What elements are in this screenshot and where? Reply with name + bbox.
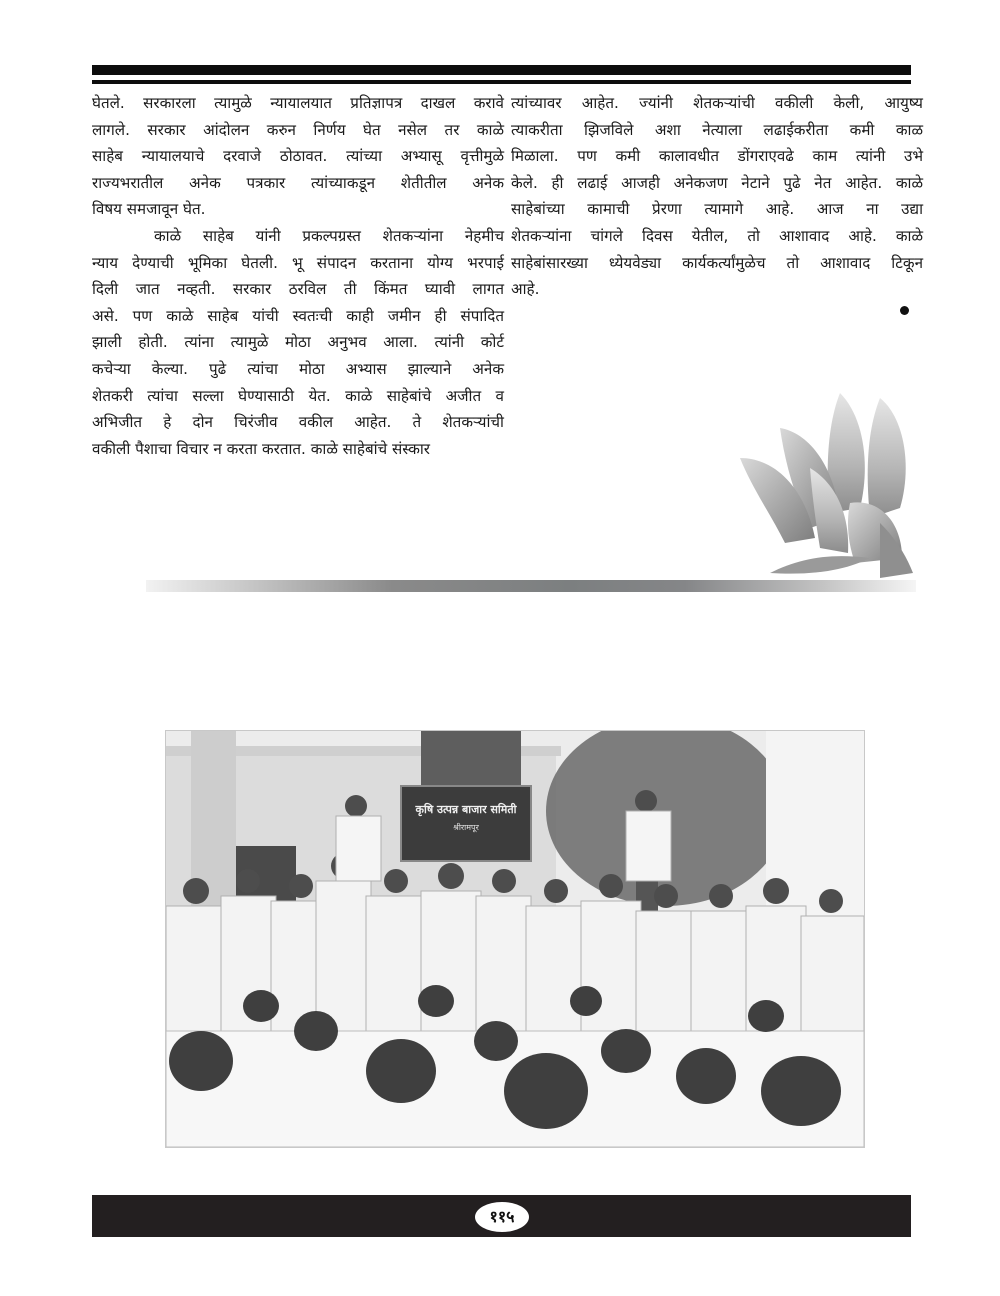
sign-subtext: श्रीरामपूर (453, 823, 479, 832)
article-paragraph (92, 90, 504, 223)
leaf (770, 556, 870, 574)
text-line: शेतकऱ्यांना चांगले दिवस येतील, तो आशावाद आहे. काळे (511, 226, 923, 245)
article-column-right (511, 90, 923, 303)
sign-text: कृषि उत्पन्न बाजार समिती (415, 803, 517, 816)
text-line: कचेऱ्या केल्या. पुढे त्यांचा मोठा अभ्यास झाल्याने अनेक (92, 359, 504, 378)
text-line: साहेब न्यायालयाचे दरवाजे ठोठावत. त्यांच्या अभ्यासू वृत्तीमुळे (92, 147, 504, 166)
event-photo (165, 730, 865, 1148)
page-number: ११५ (474, 1201, 530, 1233)
text-line: न्याय देण्याची भूमिका घेतली. भू संपादन करताना योग्य भरपाई (92, 253, 504, 272)
text-line: आहे. (511, 280, 540, 299)
article-paragraph (511, 90, 923, 303)
text-line: घेतले. सरकारला त्यामुळे न्यायालयात प्रतिज्ञापत्र दाखल करावे (92, 94, 504, 112)
petal (868, 398, 906, 518)
bullet-icon (900, 306, 909, 315)
text-line: विषय समजावून घेत. (92, 200, 206, 219)
text-line: राज्यभरातील अनेक पत्रकार त्यांच्याकडून शेतीतील अनेक (92, 173, 504, 192)
building-window-grill (421, 731, 521, 791)
text-line: साहेबांच्या कामाची प्रेरणा त्यामागे आहे. आज ना उद्या (511, 200, 923, 219)
text-line: अभिजीत हे दोन चिरंजीव वकील आहेत. ते शेतकऱ्यांची (92, 413, 504, 432)
text-line: केले. ही लढाई आजही अनेकजण नेटाने पुढे नेत आहेत. काळे (511, 173, 923, 192)
header-rule-thin (92, 80, 911, 84)
text-line: झाली होती. त्यांना त्यामुळे मोठा अनुभव आला. त्यांनी कोर्ट (92, 333, 504, 352)
text-line: त्यांच्यावर आहेत. ज्यांनी शेतकऱ्यांची वकीली केली, आयुष्य (511, 94, 923, 112)
gradient-divider (146, 580, 916, 592)
text-line: शेतकरी त्यांचा सल्ला घेण्यासाठी येत. काळे साहेबांचे अजीत व (92, 386, 504, 405)
text-line: साहेबांसारख्या ध्येयवेड्या कार्यकर्त्यांमुळेच तो आशावाद टिकून (511, 253, 923, 272)
text-line: वकीली पैशाचा विचार न करता करतात. काळे साहेबांचे संस्कार (92, 439, 431, 458)
text-line: काळे साहेब यांनी प्रकल्पग्रस्त शेतकऱ्यांना नेहमीच (154, 226, 504, 245)
article-paragraph (92, 223, 504, 462)
header-rule-thick (92, 65, 911, 75)
text-line: दिली जात नव्हती. सरकार ठरविल ती किंमत घ्यावी लागत (92, 280, 504, 299)
article-column-left (92, 90, 504, 462)
text-line: असे. पण काळे साहेब यांची स्वतःची काही जमीन ही संपादित (92, 306, 504, 325)
text-line: त्याकरीता झिजविले अशा नेत्याला लढाईकरीता कमी काळ (511, 120, 923, 139)
flower-illustration (730, 388, 916, 580)
text-line: लागले. सरकार आंदोलन करुन निर्णय घेत नसेल तर काळे (92, 120, 504, 139)
text-line: मिळाला. पण कमी कालावधीत डोंगराएवढे काम त्यांनी उभे (511, 147, 923, 166)
